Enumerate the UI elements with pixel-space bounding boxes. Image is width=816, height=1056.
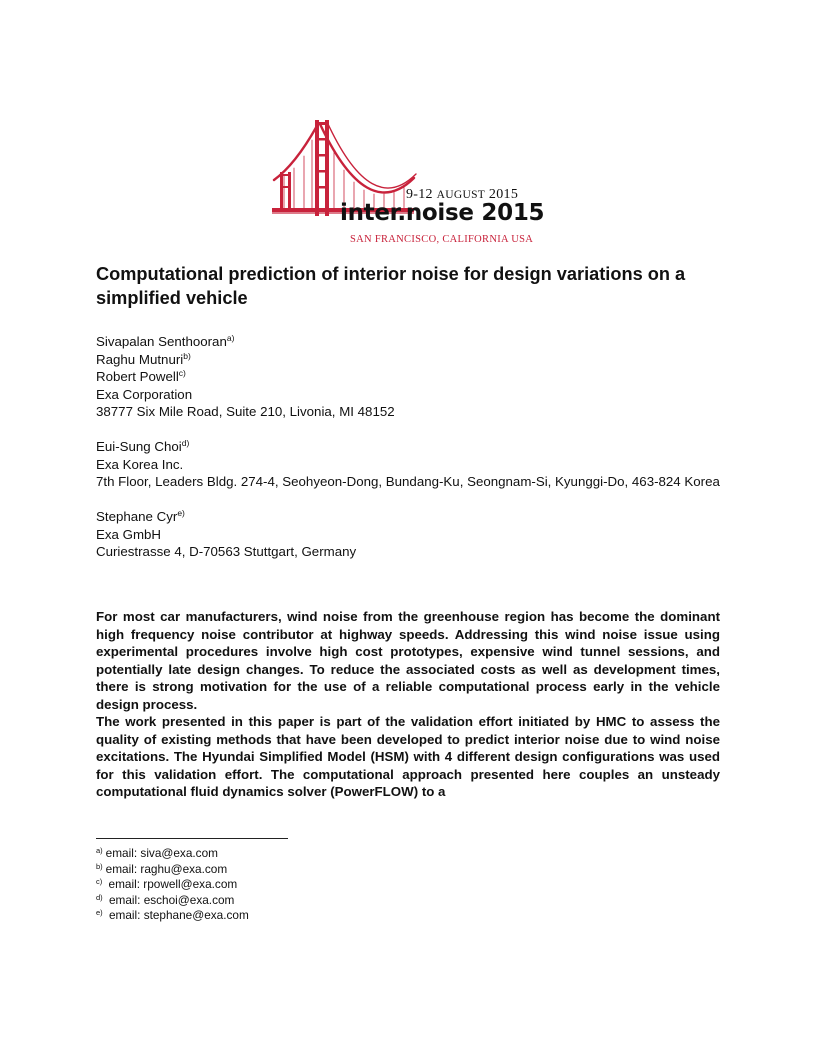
affiliation-address: 7th Floor, Leaders Bldg. 274-4, Seohyeon-Dong, Bundang-Ku, Seongnam-Si, Kyunggi-Do, 463-824 Korea (96, 474, 720, 489)
footnote-mark: e) (177, 508, 185, 518)
footnotes (96, 846, 249, 924)
footnote: $^{b)}$ email: raghu@exa.com (96, 861, 228, 876)
footnote: $^{d)}$ email: eschoi@exa.com (96, 892, 235, 907)
footnote-mark: a) (226, 333, 235, 343)
affiliation-name: Exa Korea Inc. (96, 456, 184, 472)
affiliation-name: Exa Corporation (96, 386, 193, 402)
author-name: Sivapalan Senthooran$^{a)}$ (96, 333, 235, 349)
abstract-paragraph: The work presented in this paper is part of the validation effort initiated by HMC to assess the quality of existing methods that have been developed to predict interior noise due to wind noise excitations. The Hyundai Simplified Model (HSM) with 4 different design configurations was used for this validation effort. The computational approach presented here couples an unsteady computational fluid dynamics solver (PowerFLOW) to a (96, 714, 720, 799)
paper-title: Computational prediction of interior noise for design variations on a simplified vehicle (96, 264, 686, 308)
footnote: $^{e)}$ email: stephane@exa.com (96, 908, 249, 922)
author-block (96, 333, 736, 561)
author-name: Stephane Cyr$^{e)}$ (96, 508, 185, 524)
golden-gate-bridge-icon (272, 112, 548, 252)
footnote-mark: c) (178, 368, 186, 378)
footnote-divider (96, 838, 288, 839)
affiliation-address: Curiestrasse 4, D-70563 Stuttgart, Germany (96, 544, 357, 559)
author-name: Robert Powell$^{c)}$ (96, 368, 186, 384)
author-name: Raghu Mutnuri$^{b)}$ (96, 350, 191, 367)
abstract (96, 608, 720, 801)
conference-location: SAN FRANCISCO, CALIFORNIA USA (350, 234, 534, 245)
conference-name: inter.noise 2015 (340, 200, 545, 226)
author-name: Eui-Sung Choi$^{d)}$ (96, 438, 190, 454)
affiliation-address: 38777 Six Mile Road, Suite 210, Livonia, MI 48152 (96, 404, 395, 419)
affiliation-name: Exa GmbH (96, 526, 162, 542)
conference-date: 9-12 AUGUST 2015 (406, 187, 519, 202)
footnote: $^{c)}$ email: rpowell@exa.com (96, 877, 238, 891)
abstract-paragraph: For most car manufacturers, wind noise from the greenhouse region has become the dominant high frequency noise contributor at highway speeds. Addressing this wind noise issue using experimental procedures involve high cost prototypes, expensive wind tunnel sessions, and potentially late design changes. To reduce the associated costs as well as development times, there is strong motivation for the use of a reliable computational process early in the vehicle design process. (96, 609, 720, 712)
conference-logo (272, 112, 548, 252)
footnote: $^{a)}$ email: siva@exa.com (96, 846, 218, 860)
footnote-mark: b) (183, 350, 191, 361)
footnote-mark: d) (181, 438, 190, 448)
